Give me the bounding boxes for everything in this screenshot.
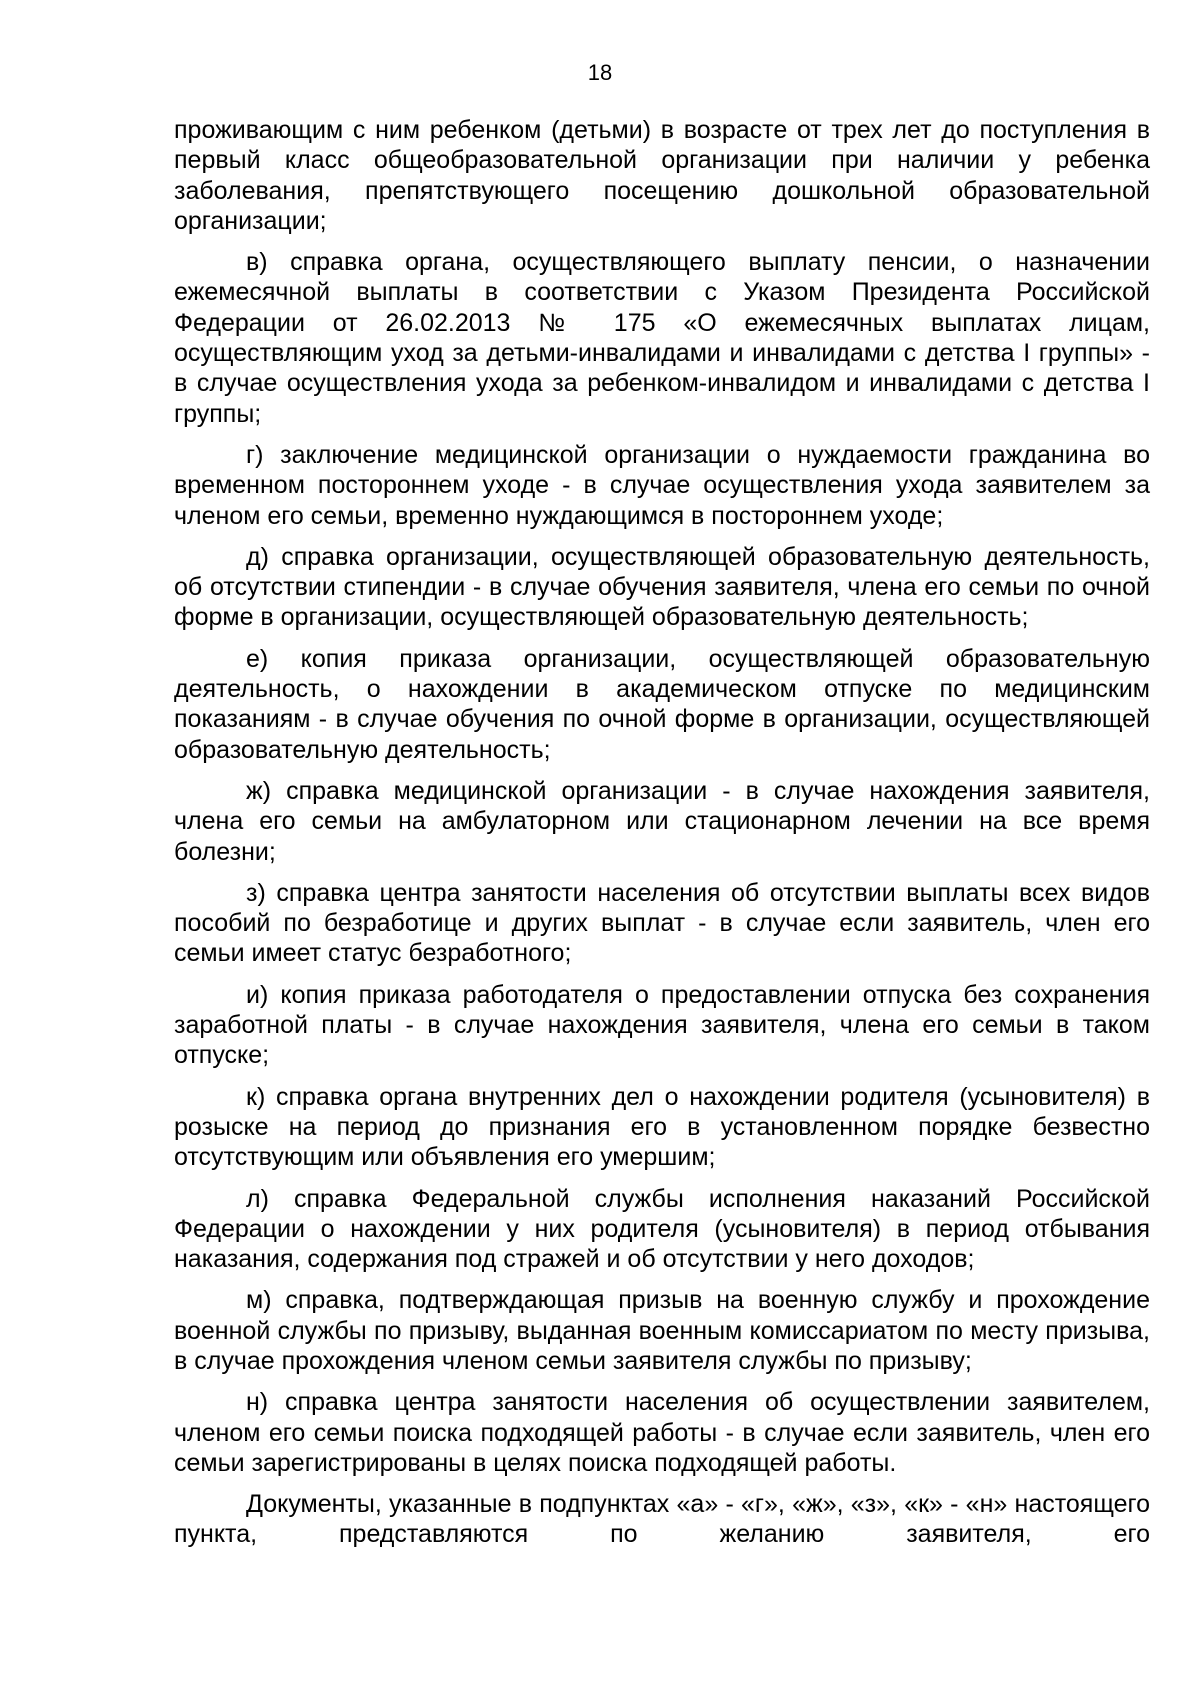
paragraph-item-m: м) справка, подтверждающая призыв на военную службу и прохождение военной службы по призыву, выданная военным комиссариатом по месту призыва, в случае прохождения членом семьи заявителя службы по призыву; [174, 1286, 1150, 1375]
paragraph-item-g: г) заключение медицинской организации о нуждаемости гражданина во временном постороннем уходе - в случае осуществления ухода заявителем за членом его семьи, временно нуждающимся в постороннем уходе; [174, 440, 1150, 530]
document-body [174, 115, 1150, 1550]
paragraph-item-i: и) копия приказа работодателя о предоставлении отпуска без сохранения заработной платы - в случае нахождения заявителя, члена его семьи в таком отпуске; [174, 980, 1150, 1070]
paragraph-item-k: к) справка органа внутренних дел о нахождении родителя (усыновителя) в розыске на период до признания его в установленном порядке безвестно отсутствующим или объявления его умершим; [174, 1082, 1150, 1172]
paragraph-item-d: д) справка организации, осуществляющей образовательную деятельность, об отсутствии стипендии - в случае обучения заявителя, члена его семьи по очной форме в организации, осуществляющей образовательную деятельность; [174, 542, 1150, 632]
paragraph-item-z: з) справка центра занятости населения об отсутствии выплаты всех видов пособий по безработице и других выплат - в случае если заявитель, член его семьи имеет статус безработного; [174, 878, 1150, 968]
paragraph-continuation: проживающим с ним ребенком (детьми) в возрасте от трех лет до поступления в первый класс общеобразовательной организации при наличии у ребенка заболевания, препятствующего посещению дошкольной образовательной организации; [174, 116, 1150, 235]
paragraph-item-v: в) справка органа, осуществляющего выплату пенсии, о назначении ежемесячной выплаты в соответствии с Указом Президента Российской Федерации от 26.02.2013 № 175 «О ежемесячных выплатах лицам, осуществляющим уход за детьми-инвалидами и инвалидами с детства I группы» - в случае осуществления ухода за ребенком-инвалидом и инвалидами с детства I группы; [174, 248, 1150, 428]
paragraph-item-zh: ж) справка медицинской организации - в случае нахождения заявителя, члена его семьи на амбулаторном или стационарном лечении на все время болезни; [174, 776, 1150, 866]
paragraph-item-l: л) справка Федеральной службы исполнения наказаний Российской Федерации о нахождении у них родителя (усыновителя) в период отбывания наказания, содержания под стражей и об отсутствии у него доходов; [174, 1184, 1150, 1274]
page-number: 18 [587, 60, 613, 85]
paragraph-item-n: н) справка центра занятости населения об осуществлении заявителем, членом его семьи поиска подходящей работы - в случае если заявитель, член его семьи зарегистрированы в целях поиска подходящей работы. [174, 1388, 1150, 1477]
paragraph-documents-note: Документы, указанные в подпунктах «а» - «г», «ж», «з», «к» - «н» настоящего пункта, представляются по желанию заявителя, его [174, 1490, 1150, 1549]
paragraph-item-e: е) копия приказа организации, осуществляющей образовательную деятельность, о нахождении в академическом отпуске по медицинским показаниям - в случае обучения по очной форме в организации, осуществляющей образовательную деятельность; [174, 644, 1150, 764]
